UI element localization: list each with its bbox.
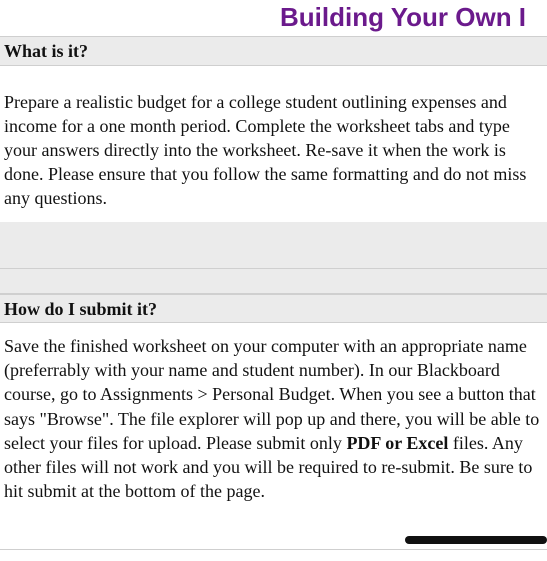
section-text-bold: PDF or Excel (346, 432, 449, 453)
section-heading: What is it? (4, 41, 89, 61)
section-header-how-to-submit (0, 294, 547, 323)
spacer-row (0, 268, 547, 294)
home-indicator[interactable] (405, 536, 547, 544)
divider (0, 549, 547, 550)
page-title: Building Your Own I (280, 2, 527, 32)
section-text-after: files. Any other files will not work and you will be required to re-submit. Be sure to hit submit at the bottom of the page. (4, 432, 533, 502)
section-heading: How do I submit it? (4, 299, 158, 319)
section-header-what-is-it (0, 36, 547, 66)
section-body-how-to-submit (0, 334, 547, 534)
section-text: Prepare a realistic budget for a college student outlining expenses and income for a one month period. Complete the worksheet tabs and type your answers directly into the worksheet. Re-save it when the work is done. Please ensure that you follow the same formatting and do not miss any questions. (4, 92, 527, 208)
section-text-before: Save the finished worksheet on your computer with an appropriate name (preferrably with your name and student number). In our Blackboard course, go to Assignments > Personal Budget. When you see a button that says "Browse". The file explorer will pop up and there, you will be able to select your files for upload. Please submit only (4, 336, 540, 453)
section-body-what-is-it (0, 90, 547, 222)
section-footer-block (0, 222, 547, 268)
title-row (0, 0, 547, 37)
